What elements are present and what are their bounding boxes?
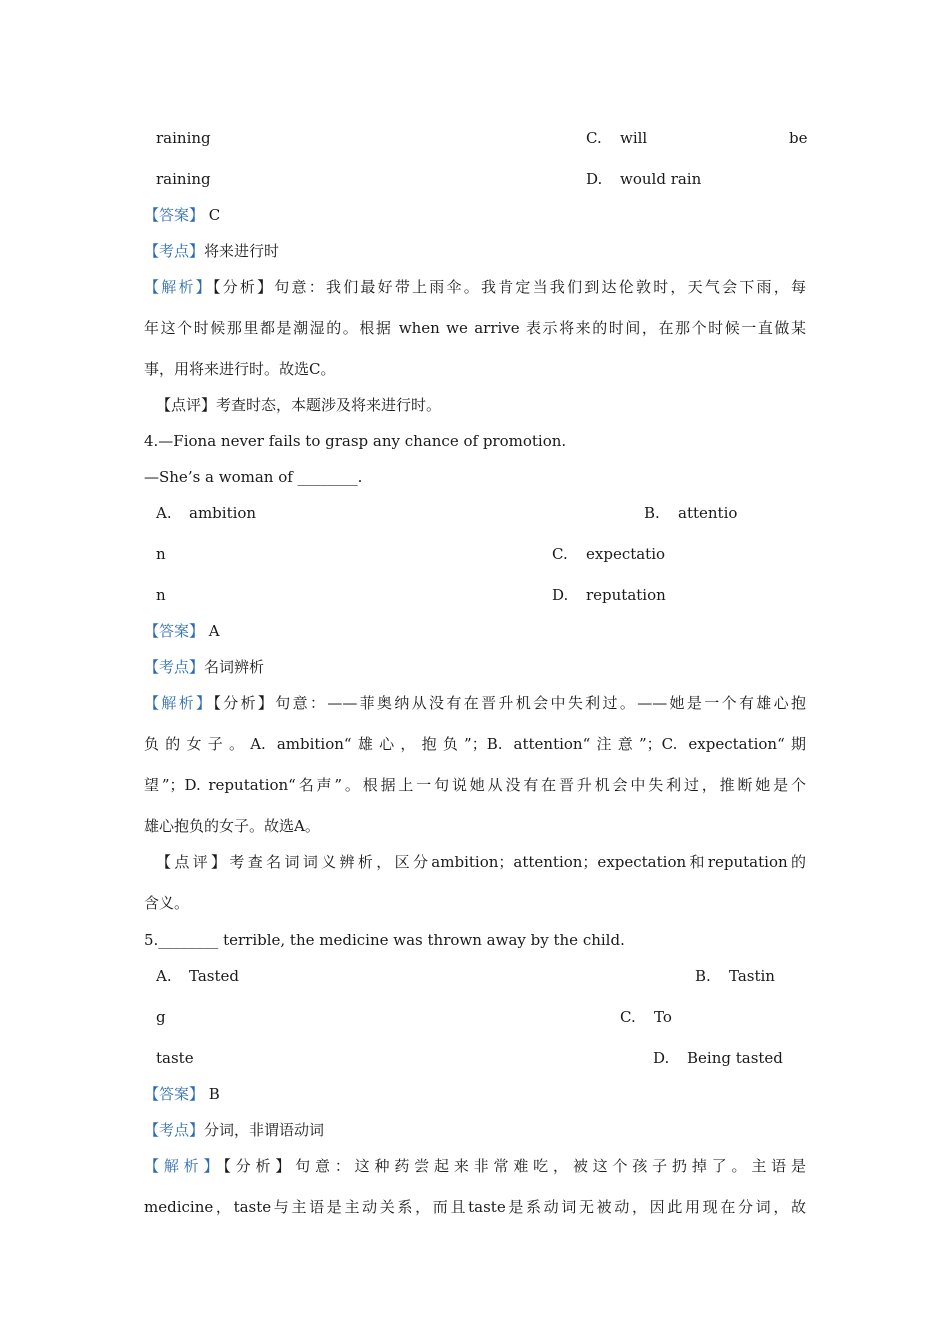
option-c-text: expectatio [586, 545, 666, 563]
question-4-stem-1: 4.—Fiona never fails to grasp any chance of promotion. [144, 432, 567, 450]
topic-tag: 【考点】 [144, 1121, 205, 1139]
option-c-label: C. [586, 129, 602, 147]
analysis-line-4: 雄心抱负的女子。故选A。 [144, 817, 320, 835]
topic-line [144, 657, 264, 677]
option-c-continuation: raining [156, 170, 211, 188]
option-c-continuation: n [156, 586, 166, 604]
option-b-text: Tastin [729, 967, 775, 985]
analysis-line-1 [144, 277, 806, 297]
question-4-stem-2: —She’s a woman of ________. [144, 468, 363, 486]
option-d-text: reputation [586, 586, 666, 604]
option-c-label: C. [620, 1008, 636, 1026]
analysis-text: 【分析】句意：这种药尝起来非常难吃，被这个孩子扔掉了。主语是 [223, 1157, 806, 1175]
analysis-line-3: 事，用将来进行时。故选C。 [144, 360, 336, 378]
topic-line [144, 241, 279, 261]
option-a-label: A. [156, 967, 172, 985]
option-a-label: A. [156, 504, 172, 522]
option-b-label: B. [644, 504, 660, 522]
analysis-line-2: 年这个时候那里都是潮湿的。根据 when we arrive 表示将来的时间，在那个时候一直做某 [144, 319, 806, 337]
answer-line [144, 1084, 220, 1104]
answer-tag: 【答案】 [144, 206, 205, 224]
comment-line-2: 含义。 [144, 894, 190, 912]
option-c-text: To [654, 1008, 672, 1026]
option-c-continuation: taste [156, 1049, 194, 1067]
option-d-text: Being tasted [687, 1049, 783, 1067]
answer-value: C [208, 206, 221, 224]
analysis-text: 【分析】句意：——菲奥纳从没有在晋升机会中失利过。——她是一个有雄心抱 [213, 694, 806, 712]
option-a-text: ambition [189, 504, 257, 522]
option-d-text: would rain [620, 170, 702, 188]
answer-tag: 【答案】 [144, 622, 205, 640]
analysis-tag: 【解析】 [144, 278, 213, 296]
option-b-label: B. [695, 967, 711, 985]
topic-value: 将来进行时 [204, 242, 280, 260]
topic-tag: 【考点】 [144, 658, 205, 676]
answer-tag: 【答案】 [144, 1085, 205, 1103]
analysis-line-1 [144, 1156, 806, 1176]
analysis-tag: 【解析】 [144, 1157, 224, 1175]
option-a-text: Tasted [189, 967, 239, 985]
question-5-stem: 5.________ terrible, the medicine was thrown away by the child. [144, 931, 625, 949]
option-c-text: will [620, 129, 648, 147]
answer-line [144, 621, 220, 641]
option-b-text: attentio [678, 504, 738, 522]
topic-value: 分词，非谓语动词 [204, 1121, 325, 1139]
analysis-line-3: 望”；D. reputation“名声”。根据上一句说她从没有在晋升机会中失利过，推断她是个 [144, 776, 806, 794]
topic-value: 名词辨析 [204, 658, 265, 676]
option-b-continuation: n [156, 545, 166, 563]
option-c-tail: be [789, 129, 808, 147]
answer-value: B [208, 1085, 220, 1103]
option-d-label: D. [586, 170, 603, 188]
answer-line [144, 205, 220, 225]
option-c-label: C. [552, 545, 568, 563]
option-b-continuation: g [156, 1008, 166, 1026]
answer-value: A [208, 622, 220, 640]
option-d-label: D. [653, 1049, 670, 1067]
analysis-line-1 [144, 693, 806, 713]
option-b-continuation: raining [156, 129, 211, 147]
topic-line [144, 1120, 324, 1140]
analysis-tag: 【解析】 [144, 694, 214, 712]
option-d-label: D. [552, 586, 569, 604]
analysis-line-2: medicine，taste与主语是主动关系，而且taste是系动词无被动，因此用现在分词，故 [144, 1198, 806, 1216]
comment-line-1: 【点评】考查名词词义辨析，区分ambition；attention；expectation和reputation的 [156, 853, 806, 871]
comment-line: 【点评】考查时态，本题涉及将来进行时。 [156, 396, 442, 414]
topic-tag: 【考点】 [144, 242, 205, 260]
analysis-text: 【分析】句意：我们最好带上雨伞。我肯定当我们到达伦敦时，天气会下雨，每 [212, 278, 806, 296]
analysis-line-2: 负的女子。A. ambition“雄心，抱负”；B. attention“注意”；C. expectation“期 [144, 735, 806, 753]
